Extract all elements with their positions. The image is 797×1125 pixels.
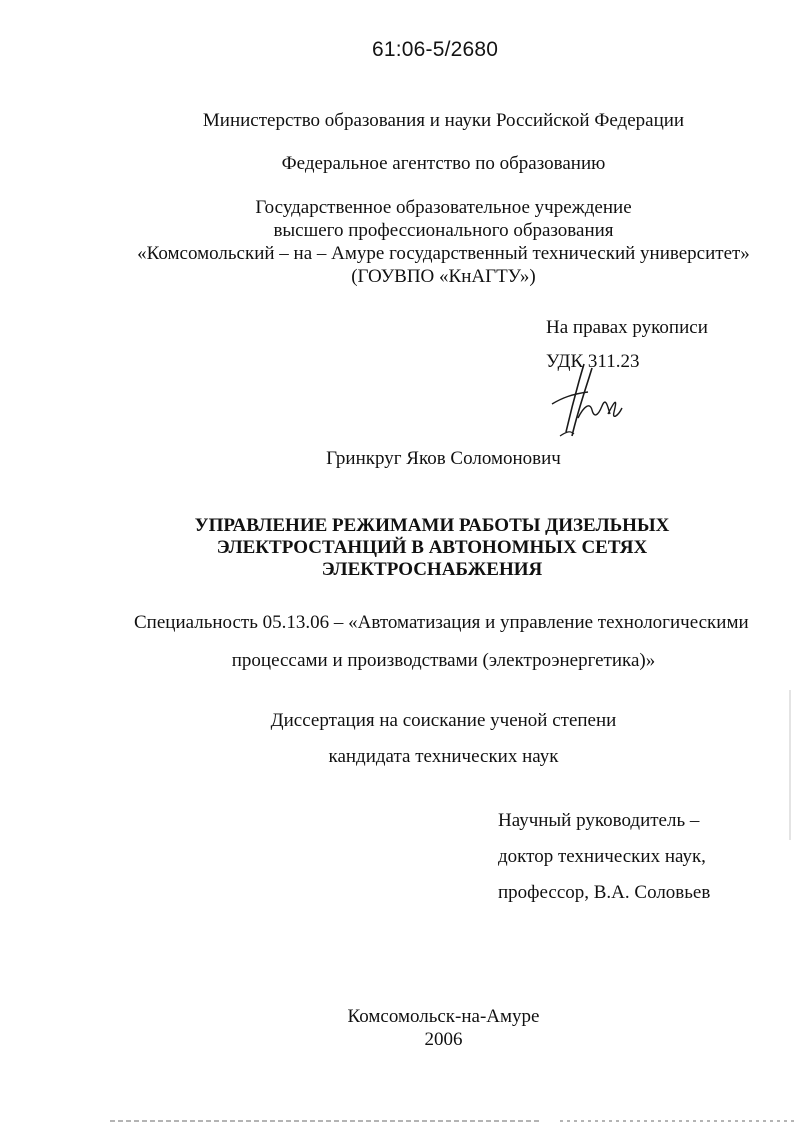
city-line: Комсомольск-на-Амуре — [347, 1006, 540, 1027]
institution-line-3: «Комсомольский – на – Амуре государственный технический университет» — [137, 243, 750, 264]
archive-code-stamp: 61:06-5/2680 — [372, 38, 499, 61]
year-line: 2006 — [424, 1029, 463, 1050]
specialty-line-1: Специальность 05.13.06 – «Автоматизация и управление технологическими — [134, 612, 749, 633]
supervisor-line-1: Научный руководитель – — [498, 810, 700, 831]
title-line-1: УПРАВЛЕНИЕ РЕЖИМАМИ РАБОТЫ ДИЗЕЛЬНЫХ — [194, 515, 670, 536]
dissertation-line-2: кандидата технических наук — [328, 746, 559, 767]
dissertation-line-1: Диссертация на соискание ученой степени — [270, 710, 617, 731]
institution-line-2: высшего профессионального образования — [273, 220, 614, 241]
scan-edge-dashes — [0, 1119, 797, 1123]
supervisor-line-2: доктор технических наук, — [498, 846, 706, 867]
manuscript-rights: На правах рукописи — [546, 317, 708, 338]
agency-line: Федеральное агентство по образованию — [281, 153, 606, 174]
institution-line-1: Государственное образовательное учреждение — [255, 197, 632, 218]
title-line-3: ЭЛЕКТРОСНАБЖЕНИЯ — [321, 559, 543, 580]
specialty-line-2: процессами и производствами (электроэнергетика)» — [231, 650, 656, 671]
ministry-line: Министерство образования и науки Российской Федерации — [202, 110, 685, 131]
supervisor-line-3: профессор, В.А. Соловьев — [498, 882, 711, 903]
institution-line-4: (ГОУВПО «КнАГТУ») — [351, 266, 536, 287]
signature-icon — [548, 358, 628, 442]
title-line-2: ЭЛЕКТРОСТАНЦИЙ В АВТОНОМНЫХ СЕТЯХ — [216, 537, 648, 558]
udk-code: УДК 311.23 — [546, 351, 640, 372]
author-name: Гринкруг Яков Соломонович — [326, 448, 561, 469]
scan-edge-mark — [786, 690, 794, 840]
